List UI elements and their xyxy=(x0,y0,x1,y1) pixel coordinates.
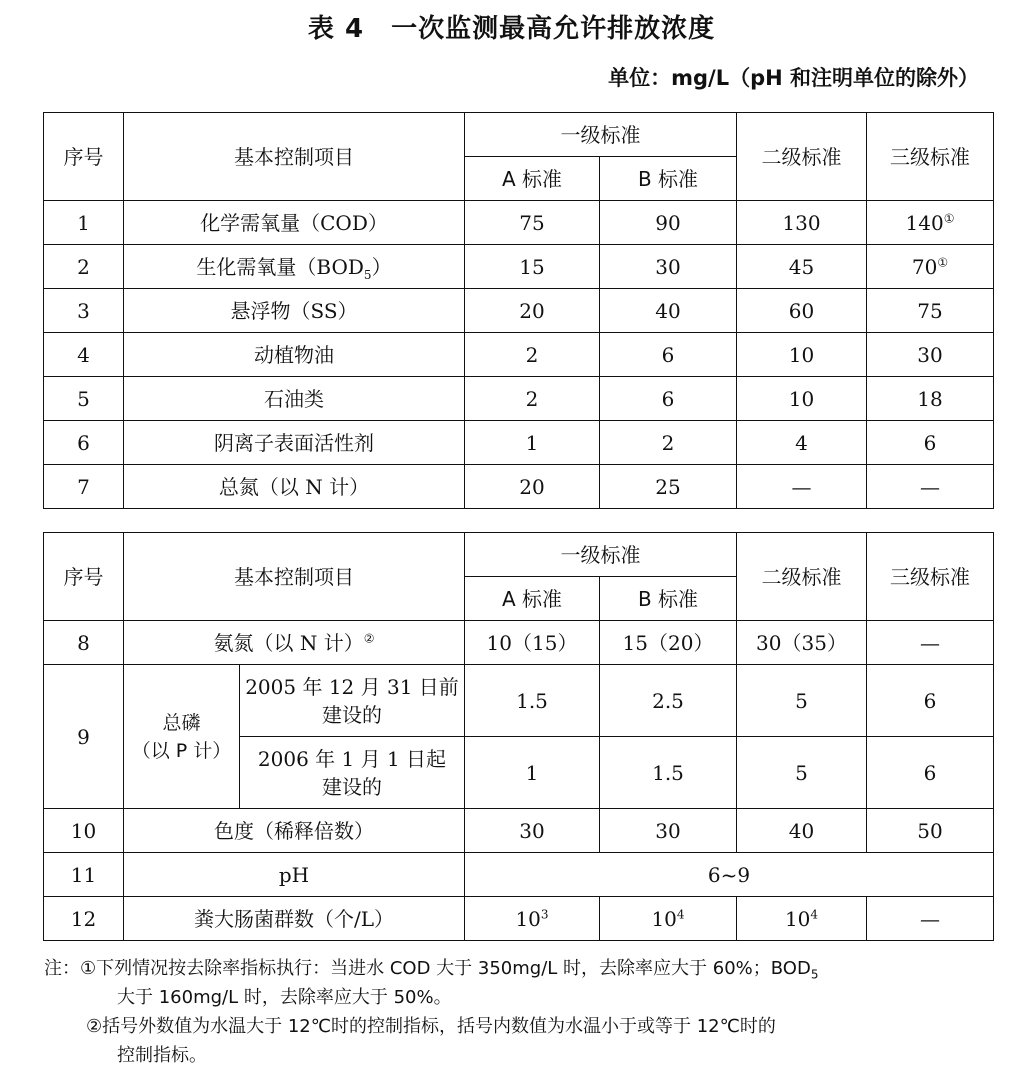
table-title: 表 4 一次监测最高允许排放浓度 xyxy=(307,14,716,44)
level2-cell: 4 xyxy=(737,421,867,465)
header-seq: 序号 xyxy=(44,113,124,201)
level2-cell: 5 xyxy=(737,737,867,809)
b-cell: 30 xyxy=(600,809,737,853)
seq-cell: 3 xyxy=(44,289,124,333)
item-cell xyxy=(124,245,465,289)
table-row xyxy=(44,853,994,897)
table-row xyxy=(44,665,994,737)
seq-cell: 12 xyxy=(44,897,124,941)
table-row xyxy=(44,201,994,245)
table-row xyxy=(44,465,994,509)
table-row xyxy=(44,333,994,377)
subitem-line2: 建设的 xyxy=(322,774,382,799)
item-text-unit: （以 P 计） xyxy=(131,739,232,762)
level2-cell: — xyxy=(737,465,867,509)
exponent: 4 xyxy=(676,906,685,921)
table-row xyxy=(44,897,994,941)
a-cell: 2 xyxy=(465,377,600,421)
a-cell: 1 xyxy=(465,737,600,809)
table-row xyxy=(44,621,994,665)
level2-cell: 130 xyxy=(737,201,867,245)
seq-cell: 9 xyxy=(44,665,124,809)
seq-cell: 4 xyxy=(44,333,124,377)
a-cell xyxy=(465,897,600,941)
subitem-line1: 2006 年 1 月 1 日起 xyxy=(257,746,447,771)
item-cell: 悬浮物（SS） xyxy=(124,289,465,333)
b-cell: 6 xyxy=(600,333,737,377)
seq-cell: 8 xyxy=(44,621,124,665)
level2-cell: 30（35） xyxy=(737,621,867,665)
a-cell: 30 xyxy=(465,809,600,853)
exponent: 4 xyxy=(810,906,819,921)
base: 10 xyxy=(784,906,811,931)
a-cell: 20 xyxy=(465,289,600,333)
note-text: 注：①下列情况按去除率指标执行：当进水 COD 大于 350mg/L 时，去除率应大于 60%；BOD xyxy=(44,958,811,979)
level2-cell: 60 xyxy=(737,289,867,333)
b-cell: 90 xyxy=(600,201,737,245)
level3-cell: 6 xyxy=(867,421,994,465)
level2-cell xyxy=(737,897,867,941)
seq-cell: 10 xyxy=(44,809,124,853)
a-cell: 15 xyxy=(465,245,600,289)
note-line-4: 控制指标。 xyxy=(117,1045,207,1066)
table-row xyxy=(44,809,994,853)
level2-cell: 10 xyxy=(737,377,867,421)
footnotes xyxy=(44,954,994,1070)
seq-cell: 1 xyxy=(44,201,124,245)
level3-value: 140 xyxy=(905,210,944,235)
item-cell-phosphorus xyxy=(124,665,240,809)
subscript: 5 xyxy=(363,267,372,282)
footnote-mark: ① xyxy=(943,210,955,225)
exponent: 3 xyxy=(540,906,549,921)
base: 10 xyxy=(515,906,541,931)
b-cell: 15（20） xyxy=(600,621,737,665)
header-level3: 三级标准 xyxy=(867,533,994,621)
level3-cell: 50 xyxy=(867,809,994,853)
b-cell: 6 xyxy=(600,377,737,421)
item-cell: 动植物油 xyxy=(124,333,465,377)
level3-cell: 75 xyxy=(867,289,994,333)
subitem-cell xyxy=(240,737,465,809)
item-text: 总磷 xyxy=(162,711,201,734)
item-cell: 阴离子表面活性剂 xyxy=(124,421,465,465)
level3-cell: 30 xyxy=(867,333,994,377)
b-cell: 25 xyxy=(600,465,737,509)
header-a-standard: A 标准 xyxy=(465,577,600,621)
unit-note: 单位：mg/L（pH 和注明单位的除外） xyxy=(608,66,979,90)
seq-cell: 11 xyxy=(44,853,124,897)
b-cell: 2 xyxy=(600,421,737,465)
seq-cell: 7 xyxy=(44,465,124,509)
value-cell: 6~9 xyxy=(465,853,994,897)
item-cell xyxy=(124,621,465,665)
table-row xyxy=(44,289,994,333)
table-row xyxy=(44,421,994,465)
item-cell: 总氮（以 N 计） xyxy=(124,465,465,509)
header-a-standard: A 标准 xyxy=(465,157,600,201)
level3-cell: — xyxy=(867,621,994,665)
subscript: 5 xyxy=(810,967,819,982)
item-cell: 石油类 xyxy=(124,377,465,421)
header-b-standard: B 标准 xyxy=(600,577,737,621)
item-text-end: ） xyxy=(371,254,392,279)
header-seq: 序号 xyxy=(44,533,124,621)
subitem-cell xyxy=(240,665,465,737)
note-line-1 xyxy=(44,954,994,983)
note-line-3: ②括号外数值为水温大于 12℃时的控制指标，括号内数值为水温小于或等于 12℃时的 xyxy=(86,1016,776,1037)
header-level2: 二级标准 xyxy=(737,113,867,201)
item-text: 生化需氧量（BOD xyxy=(196,254,364,279)
b-cell: 30 xyxy=(600,245,737,289)
header-level2: 二级标准 xyxy=(737,533,867,621)
item-cell: 色度（稀释倍数） xyxy=(124,809,465,853)
seq-cell: 2 xyxy=(44,245,124,289)
table-row xyxy=(44,245,994,289)
footnote-mark: ① xyxy=(937,254,949,269)
b-cell: 40 xyxy=(600,289,737,333)
a-cell: 1 xyxy=(465,421,600,465)
a-cell: 20 xyxy=(465,465,600,509)
level3-cell: 6 xyxy=(867,665,994,737)
table-row xyxy=(44,377,994,421)
a-cell: 10（15） xyxy=(465,621,600,665)
level3-cell xyxy=(867,245,994,289)
header-level1: 一级标准 xyxy=(465,113,737,157)
b-cell xyxy=(600,897,737,941)
level2-cell: 45 xyxy=(737,245,867,289)
item-cell: pH xyxy=(124,853,465,897)
level3-cell: 18 xyxy=(867,377,994,421)
level3-cell: 6 xyxy=(867,737,994,809)
level3-value: 70 xyxy=(911,254,938,279)
a-cell: 1.5 xyxy=(465,665,600,737)
base: 10 xyxy=(651,906,677,931)
header-level1: 一级标准 xyxy=(465,533,737,577)
item-cell: 粪大肠菌群数（个/L） xyxy=(124,897,465,941)
note-line-2: 大于 160mg/L 时，去除率应大于 50%。 xyxy=(117,987,452,1008)
level2-cell: 10 xyxy=(737,333,867,377)
header-level3: 三级标准 xyxy=(867,113,994,201)
emission-table-part1 xyxy=(43,112,994,509)
a-cell: 2 xyxy=(465,333,600,377)
level2-cell: 5 xyxy=(737,665,867,737)
header-item: 基本控制项目 xyxy=(124,533,465,621)
seq-cell: 6 xyxy=(44,421,124,465)
seq-cell: 5 xyxy=(44,377,124,421)
emission-table-part2 xyxy=(43,532,994,941)
item-text: 氨氮（以 N 计） xyxy=(213,630,364,655)
level3-cell xyxy=(867,201,994,245)
b-cell: 1.5 xyxy=(600,737,737,809)
subitem-line2: 建设的 xyxy=(322,702,382,727)
level2-cell: 40 xyxy=(737,809,867,853)
subitem-line1: 2005 年 12 月 31 日前 xyxy=(245,674,459,699)
item-cell: 化学需氧量（COD） xyxy=(124,201,465,245)
footnote-mark: ② xyxy=(363,630,375,645)
header-b-standard: B 标准 xyxy=(600,157,737,201)
b-cell: 2.5 xyxy=(600,665,737,737)
a-cell: 75 xyxy=(465,201,600,245)
level3-cell: — xyxy=(867,897,994,941)
level3-cell: — xyxy=(867,465,994,509)
header-item: 基本控制项目 xyxy=(124,113,465,201)
